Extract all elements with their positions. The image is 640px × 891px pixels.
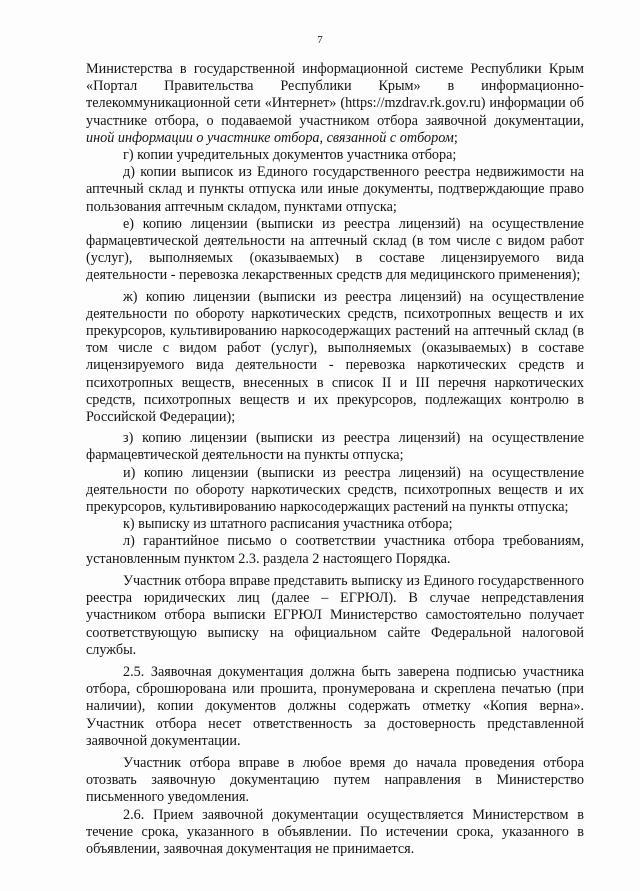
intro-text: Министерства в государственной информационной системе Республики Крым «Портал Правительства Республики Крым» в информационно-телекоммуникационной сети «Интернет» (https://mzdrav.rk.gov.ru) информации об участнике отбора, о подаваемой участником отбора заявочной документации, — [86, 61, 584, 129]
paragraph-egrul: Участник отбора вправе представить выписку из Единого государственного реестра юридических лиц (далее – ЕГРЮЛ). В случае непредставления участником отбора выписки ЕГРЮЛ Министерство самостоятельно получает соответствующую выписку на официальном сайте Федеральной налоговой службы. — [86, 572, 584, 658]
paragraph-2-5: 2.5. Заявочная документация должна быть заверена подписью участника отбора, сброшюрована или прошита, пронумерована и скреплена печатью (при наличии), копии документов должны содержать отметку «Копия верна». Участник отбора несет ответственность за достоверность представленной заявочной документации. — [86, 663, 584, 749]
intro-end: ; — [453, 129, 458, 146]
list-item-d: д) копии выписок из Единого государственного реестра недвижимости на аптечный склад и пункты отпуска или иные документы, подтверждающие право пользования аптечным складом, пунктами отпуска; — [86, 164, 584, 215]
paragraph-2-6: 2.6. Прием заявочной документации осуществляется Министерством в течение срока, указанного в объявлении. По истечении срока, указанного в объявлении, заявочная документация не принимается. — [86, 806, 584, 857]
page-number: 7 — [317, 34, 323, 46]
intro-italic-text: иной информации о участнике отбора, связанной с отбором — [86, 129, 454, 146]
paragraph-withdraw: Участник отбора вправе в любое время до начала проведения отбора отозвать заявочную документацию путем направления в Министерство письменного уведомления. — [86, 754, 584, 806]
list-item-i: и) копию лицензии (выписки из реестра лицензий) на осуществление деятельности по обороту наркотических средств, психотропных веществ и их прекурсоров, культивированию наркосодержащих растений на пункты отпуска; — [86, 464, 584, 516]
list-item-g: г) копии учредительных документов участника отбора; — [123, 147, 457, 164]
list-item-e: е) копию лицензии (выписки из реестра лицензий) на осуществление фармацевтической деятельности на аптечный склад (в том числе с видом работ (услуг), выполняемых (оказываемых) в составе лицензируемого вида деятельности - перевозка лекарственных средств для медицинского применения); — [86, 215, 584, 284]
list-item-z: з) копию лицензии (выписки из реестра лицензий) на осуществление фармацевтической деятельности на пункты отпуска; — [86, 430, 584, 464]
list-item-l: л) гарантийное письмо о соответствии участника отбора требованиям, установленным пунктом 2.3. раздела 2 настоящего Порядка. — [86, 533, 584, 567]
list-item-zh: ж) копию лицензии (выписки из реестра лицензий) на осуществление деятельности по обороту наркотических средств, психотропных веществ и их прекурсоров, культивированию наркосодержащих растений на аптечный склад (в том числе с видом работ (услуг), выполняемых (оказываемых) в составе лицензируемого вида деятельности - перевозка наркотических средств и психотропных веществ, внесенных в список II и III перечня наркотических средств, психотропных веществ и их прекурсоров, подлежащих контролю в Российской Федерации); — [86, 288, 584, 426]
document-body — [86, 61, 584, 858]
list-item-k: к) выписку из штатного расписания участника отбора; — [123, 516, 453, 533]
paragraph-intro — [86, 61, 584, 147]
